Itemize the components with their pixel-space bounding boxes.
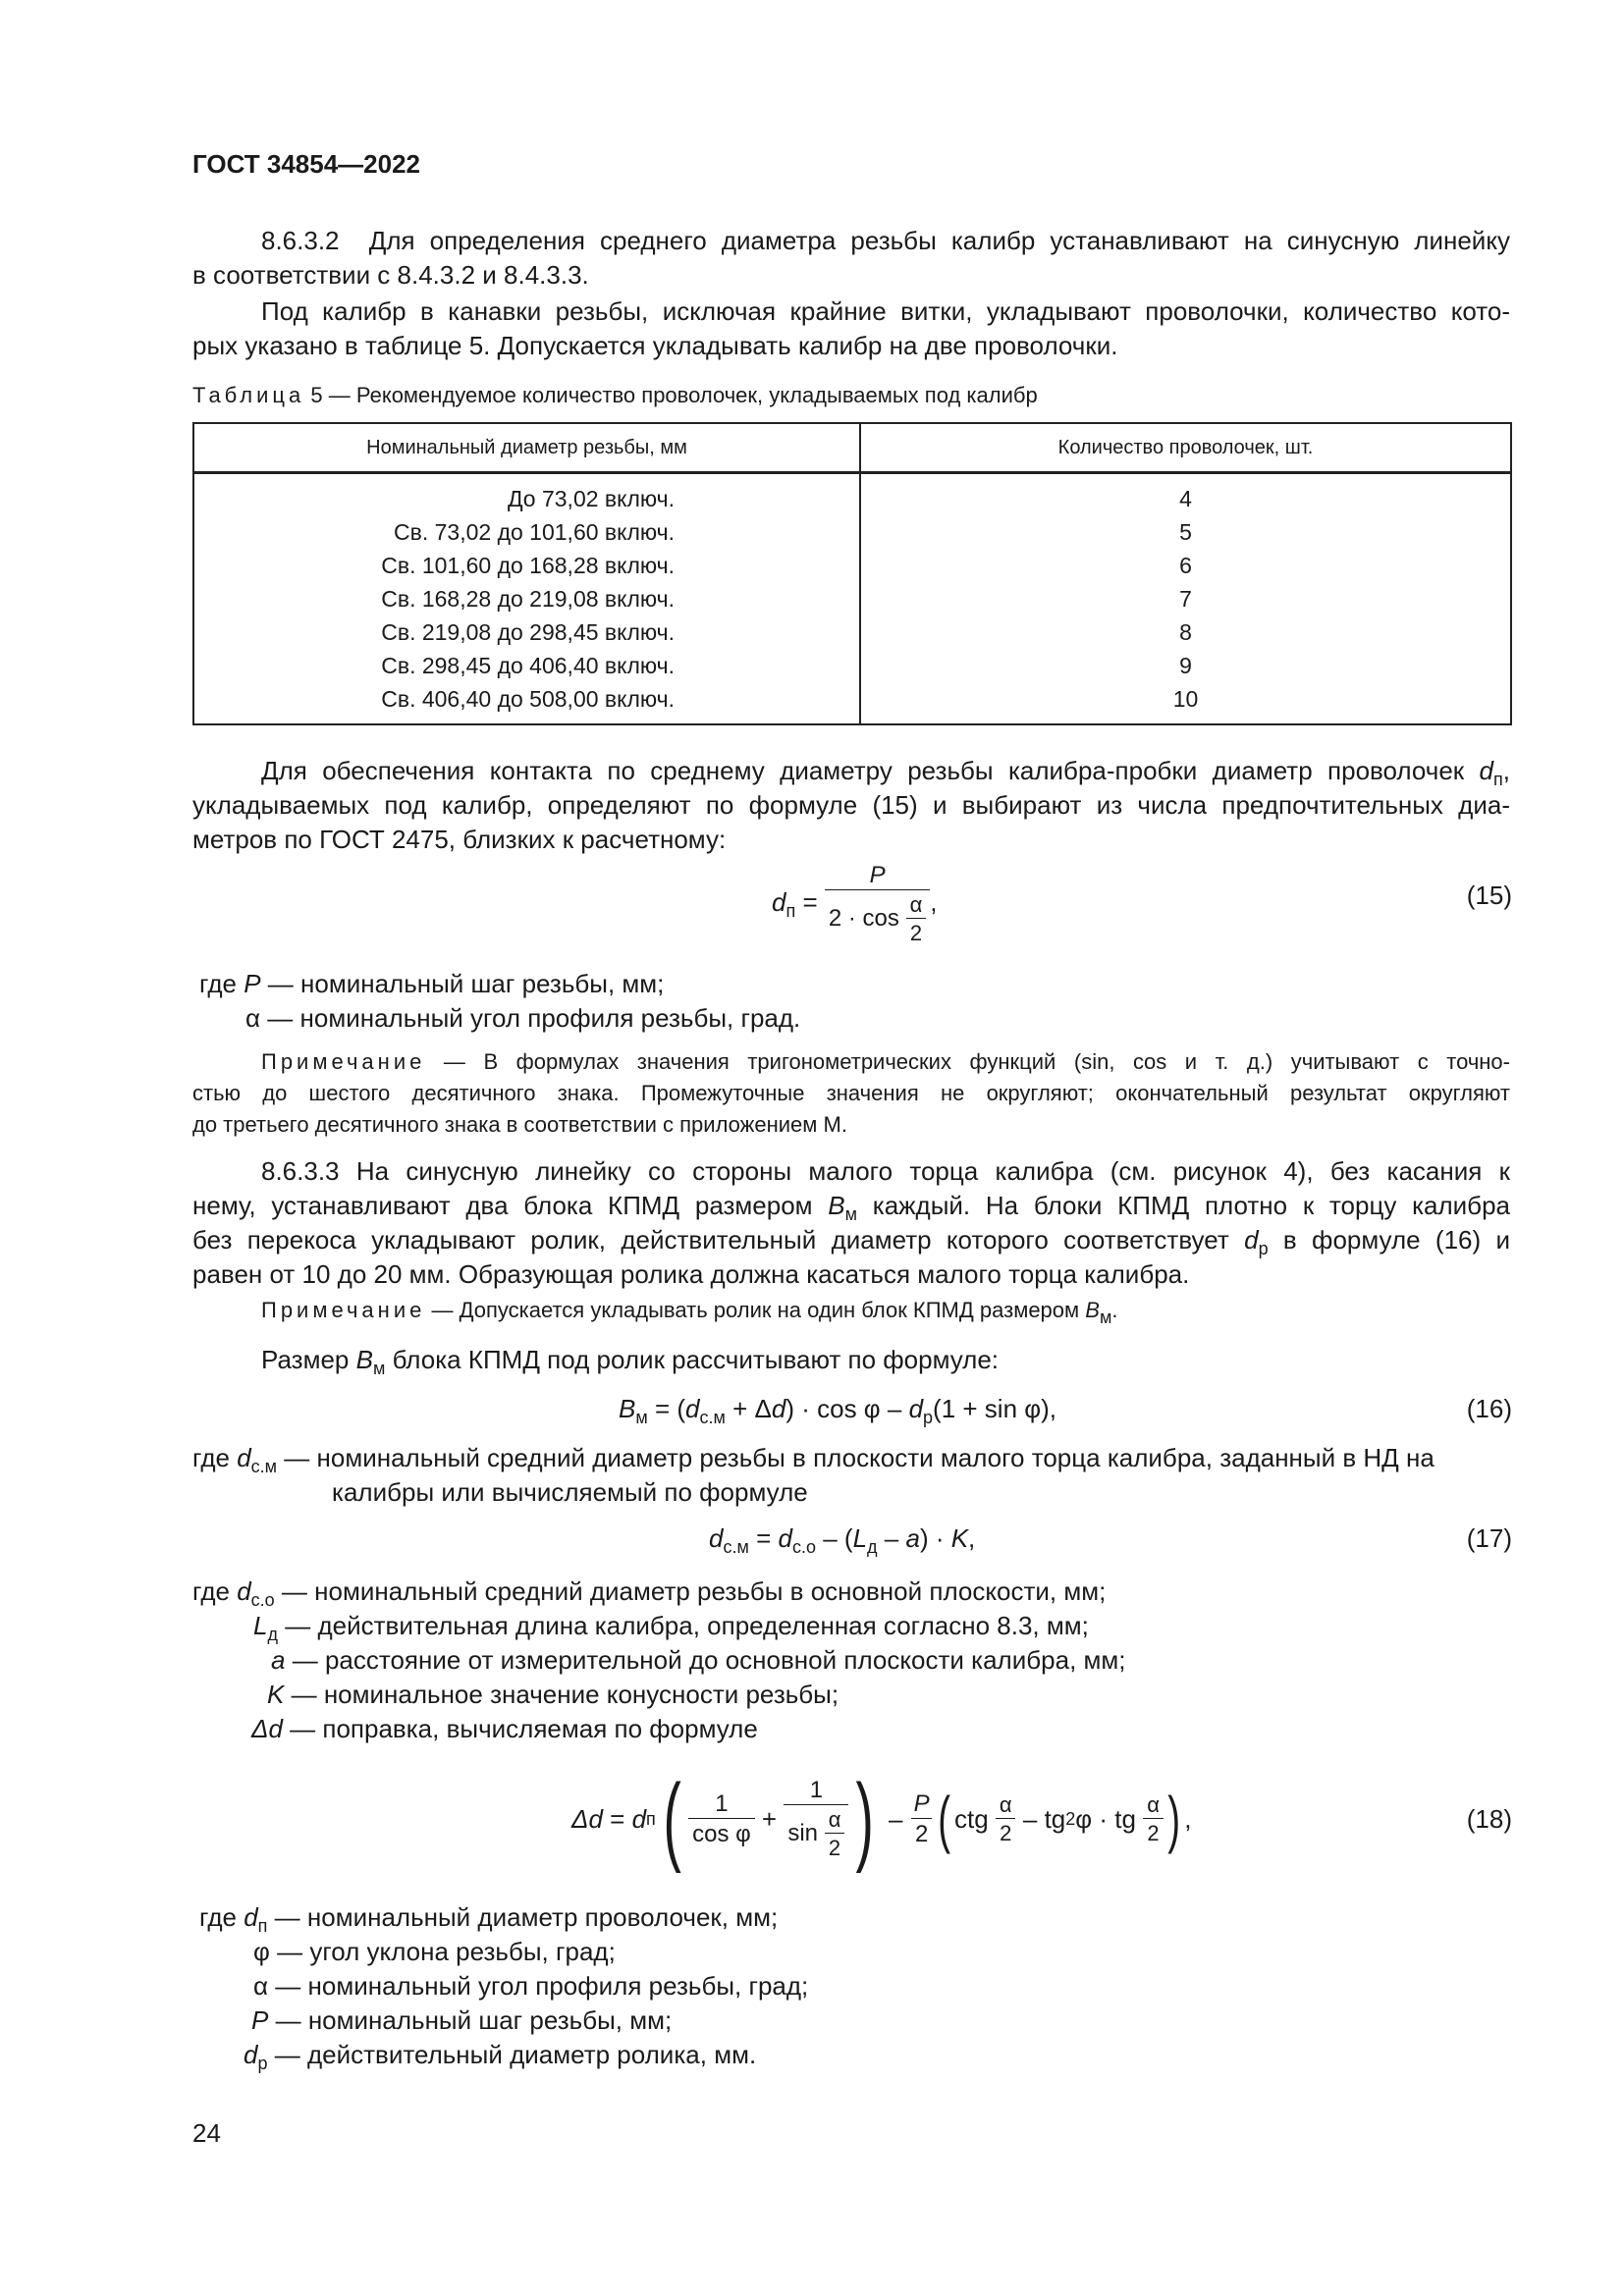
definition-text: угол уклона резьбы, град; xyxy=(309,1937,616,1966)
text: — В формулах значения тригонометрических функций (sin, cos и т. д.) учитывают с точно- xyxy=(443,1049,1510,1074)
text: Для обеспечения контакта по среднему диаметру резьбы калибра-пробки диаметр проволочек xyxy=(261,756,1465,785)
equation-16 xyxy=(619,1394,1056,1427)
definition-row xyxy=(199,1900,778,1935)
text: Для определения среднего диаметра резьбы калибр устанавливают на синусную линейку xyxy=(368,226,1510,255)
clause-number: 8.6.3.2 xyxy=(261,226,340,255)
clause-number: 8.6.3.3 xyxy=(261,1156,340,1186)
subscript: с.м xyxy=(699,1408,726,1427)
text: + Δ xyxy=(725,1394,772,1423)
paragraph-8-6-3-3 xyxy=(192,1154,1510,1292)
subscript: с.о xyxy=(791,1537,816,1557)
text-line: рых указано в таблице 5. Допускается укладывать калибр на две проволочки. xyxy=(192,331,1118,360)
definition-continuation: калибры или вычисляемый по формуле xyxy=(332,1477,808,1507)
text: На синусную линейку со стороны малого торца калибра (см. рисунок 4), без касания к xyxy=(355,1156,1511,1186)
definition-text: поправка, вычисляемая по формуле xyxy=(322,1714,758,1743)
definition-row xyxy=(251,2003,672,2038)
dash: — xyxy=(267,969,294,998)
left-paren: ( xyxy=(937,1784,950,1854)
operator: – xyxy=(1022,1803,1038,1834)
text: = ( xyxy=(647,1394,686,1423)
symbol: K xyxy=(950,1523,969,1553)
text-line: равен от 10 до 20 мм. Образующая ролика должна касаться малого торца калибра. xyxy=(192,1259,1190,1289)
definition-row xyxy=(253,1935,616,1969)
symbol: K xyxy=(267,1680,285,1709)
text-line: Под калибр в канавки резьбы, исключая крайние витки, укладывают проволочки, количество кото- xyxy=(261,296,1510,326)
table-caption xyxy=(192,383,1038,408)
dash: — xyxy=(275,1971,301,2001)
symbol: d xyxy=(237,1576,251,1606)
text: , xyxy=(1502,756,1510,785)
table-cell: 7 xyxy=(860,582,1511,615)
definition-row xyxy=(192,1441,1510,1475)
dash: — xyxy=(290,1714,316,1743)
denominator xyxy=(825,889,930,946)
numerator: 1 xyxy=(715,1789,729,1817)
paragraph-8-6-3-2 xyxy=(192,224,1510,293)
symbol: d xyxy=(778,1523,792,1553)
text: φ xyxy=(1075,1803,1093,1834)
table-cell: 10 xyxy=(860,682,1511,724)
table-cell: 5 xyxy=(860,515,1511,549)
table-cell: 6 xyxy=(860,549,1511,582)
where-label: где xyxy=(199,1902,237,1932)
text-line xyxy=(192,1046,1510,1078)
symbol: B xyxy=(828,1191,845,1220)
definition-row xyxy=(267,1678,839,1712)
denominator: cos φ xyxy=(688,1818,755,1848)
symbol: φ xyxy=(253,1937,270,1966)
text-line: до третьего десятичного знака в соответствии с приложением М. xyxy=(192,1112,847,1137)
text: Размер xyxy=(261,1345,350,1374)
table-cell: Св. 168,28 до 219,08 включ. xyxy=(193,582,860,615)
denominator: 2 xyxy=(996,1818,1015,1846)
table-cell: 8 xyxy=(860,615,1511,649)
equation-number: (17) xyxy=(1466,1523,1512,1553)
symbol: Δd xyxy=(251,1714,283,1743)
numerator: P xyxy=(869,862,886,888)
symbol: d xyxy=(771,1394,786,1423)
text-line: укладываемых под калибр, определяют по формуле (15) и выбирают из числа предпочтительных диа- xyxy=(192,790,1510,820)
dash: — xyxy=(285,1611,311,1640)
symbol: d xyxy=(772,886,786,917)
symbol: d xyxy=(685,1394,700,1423)
paragraph-wires xyxy=(192,294,1510,363)
operator: = xyxy=(802,886,818,917)
symbol: P xyxy=(244,969,261,998)
symbol: d xyxy=(244,1902,258,1932)
text: — Допускается укладывать ролик на один блок КПМД размером xyxy=(431,1298,1080,1322)
table-cell: Св. 406,40 до 508,00 включ. xyxy=(193,682,860,724)
definition-row xyxy=(244,2038,756,2072)
operator: + xyxy=(761,1803,778,1834)
table-row xyxy=(193,649,1511,682)
subscript: м xyxy=(844,1204,858,1224)
fraction xyxy=(784,1777,848,1861)
equation-number: (16) xyxy=(1466,1394,1512,1423)
text-line xyxy=(192,1189,1510,1223)
symbol: d xyxy=(1244,1225,1259,1255)
dash: — xyxy=(284,1443,310,1472)
text-line xyxy=(192,754,1510,788)
symbol: d xyxy=(631,1803,647,1834)
subscript: п xyxy=(257,1916,268,1936)
definition-row xyxy=(245,1001,800,1036)
subscript: д xyxy=(267,1625,278,1644)
subscript: д xyxy=(867,1537,878,1557)
text-line xyxy=(192,224,1510,258)
symbol: a xyxy=(905,1523,920,1553)
table-row xyxy=(193,473,1511,516)
denominator xyxy=(784,1804,848,1861)
dash: — xyxy=(277,1937,303,1966)
definition-text: номинальный шаг резьбы, мм; xyxy=(307,2005,673,2035)
numerator: 1 xyxy=(809,1777,824,1803)
paragraph-contact xyxy=(192,754,1510,857)
symbol: Δd xyxy=(571,1803,603,1834)
table-label: Таблица xyxy=(192,383,305,407)
text: tg xyxy=(1114,1803,1136,1834)
symbol: d xyxy=(908,1394,924,1423)
fraction xyxy=(825,1807,845,1861)
table-cell: 9 xyxy=(860,649,1511,682)
text-line: в соответствии с 8.4.3.2 и 8.4.3.3. xyxy=(192,260,589,290)
subscript: м xyxy=(1099,1308,1112,1327)
definition-row xyxy=(199,967,664,1001)
definition-row xyxy=(271,1643,1125,1678)
denominator: 2 xyxy=(825,1833,844,1861)
table-row xyxy=(193,549,1511,582)
definition-text: действительная длина калибра, определенная согласно 8.3, мм; xyxy=(317,1611,1089,1640)
subscript: с.о xyxy=(250,1590,275,1610)
table-number: 5 xyxy=(310,383,323,407)
operator: – xyxy=(888,1803,903,1834)
table-cell: Св. 298,45 до 406,40 включ. xyxy=(193,649,860,682)
dash: — xyxy=(291,1680,317,1709)
subscript: р xyxy=(257,2054,268,2073)
table-row xyxy=(193,615,1511,649)
definition-text: номинальный средний диаметр резьбы в плоскости малого торца калибра, заданный в НД на xyxy=(316,1443,1435,1472)
fraction xyxy=(906,892,927,946)
definition-text: номинальный угол профиля резьбы, град. xyxy=(299,1003,801,1033)
symbol: d xyxy=(709,1523,724,1553)
symbol: L xyxy=(852,1523,868,1553)
definition-row xyxy=(253,1969,808,2003)
table-row xyxy=(193,682,1511,724)
subscript: п xyxy=(785,900,796,921)
dash: — xyxy=(267,1003,294,1033)
symbol: L xyxy=(253,1611,268,1640)
table-title: — Рекомендуемое количество проволочек, укладываемых под калибр xyxy=(328,383,1038,407)
subscript: с.м xyxy=(250,1457,278,1476)
numerator: α xyxy=(828,1807,841,1832)
text: – ( xyxy=(815,1523,853,1553)
text: ) · cos φ – xyxy=(785,1394,909,1423)
note-label: Примечание xyxy=(261,1049,426,1074)
text-line xyxy=(192,1154,1510,1189)
dash: — xyxy=(281,1576,307,1606)
table-cell: До 73,02 включ. xyxy=(193,473,860,516)
subscript: м xyxy=(635,1408,648,1427)
table-row xyxy=(193,515,1511,549)
equation-18: Δd = d п ( $\frac{1}{\text{cos φ}}$ + 1 sin $\frac{\alpha}{2}$ ) – $\frac{P}{2}$ ( ctg $\frac{\alpha}{2}$ – tg 2 φ · tg $\frac{\alpha}{2}$ ) , xyxy=(571,1764,1192,1874)
text: без перекоса укладывают ролик, действительный диаметр которого соответствует xyxy=(192,1225,1229,1255)
numerator: α xyxy=(909,892,923,917)
equation-number: (15) xyxy=(1466,881,1512,910)
definition-text: расстояние от измерительной до основной плоскости калибра, мм; xyxy=(324,1645,1126,1675)
subscript: с.м xyxy=(723,1537,749,1557)
table-cell: Св. 73,02 до 101,60 включ. xyxy=(193,515,860,549)
symbol: B xyxy=(619,1394,636,1423)
fraction xyxy=(825,862,930,946)
symbol: P xyxy=(251,2005,269,2035)
note-2 xyxy=(261,1298,1118,1327)
where-label: где xyxy=(192,1576,230,1606)
right-paren: ) xyxy=(855,1764,875,1874)
text: ) · xyxy=(919,1523,951,1553)
text-line xyxy=(192,1223,1510,1257)
subscript: п xyxy=(1493,770,1503,789)
paragraph-size xyxy=(261,1345,1000,1378)
equation-number: (18) xyxy=(1466,1804,1512,1834)
subscript: р xyxy=(923,1408,934,1427)
text: , xyxy=(930,886,938,917)
operator: = xyxy=(610,1803,625,1834)
denominator: 2 xyxy=(906,918,926,946)
page-number: 24 xyxy=(192,2118,221,2148)
table-row xyxy=(193,582,1511,615)
fraction xyxy=(688,1790,755,1848)
left-paren: ( xyxy=(663,1764,681,1874)
symbol: d xyxy=(244,2040,258,2069)
where-label: где xyxy=(199,969,237,998)
definition-text: номинальный средний диаметр резьбы в основной плоскости, мм; xyxy=(314,1576,1107,1606)
subscript: м xyxy=(372,1359,386,1378)
text: блока КПМД под ролик рассчитывают по формуле: xyxy=(392,1345,1000,1374)
definition-text: номинальное значение конусности резьбы; xyxy=(323,1680,839,1709)
right-paren: ) xyxy=(1167,1784,1180,1854)
definition-row xyxy=(253,1609,1089,1643)
dash: — xyxy=(274,2040,300,2069)
table-cell: 4 xyxy=(860,473,1511,516)
dash: — xyxy=(274,1902,300,1932)
table-header-cell: Номинальный диаметр резьбы, мм xyxy=(193,423,860,473)
table-cell: Св. 219,08 до 298,45 включ. xyxy=(193,615,860,649)
text-line: стью до шестого десятичного знака. Промежуточные значения не округляют; окончательный результат округляют xyxy=(192,1081,1510,1105)
numerator: P xyxy=(913,1789,930,1817)
text: нему, устанавливают два блока КПМД размером xyxy=(192,1191,813,1220)
symbol: d xyxy=(237,1443,251,1472)
fraction xyxy=(1143,1792,1164,1846)
operator: · xyxy=(1099,1803,1109,1834)
text: . xyxy=(1111,1298,1118,1322)
numerator: α xyxy=(1147,1791,1160,1817)
operator: = xyxy=(748,1523,779,1553)
text: каждый. На блоки КПМД плотно к торцу калибра xyxy=(872,1191,1510,1220)
denominator: 2 xyxy=(1143,1818,1163,1846)
equation-15 xyxy=(772,862,938,946)
subscript: р xyxy=(1258,1239,1269,1258)
text-line: метров по ГОСТ 2475, близких к расчетному: xyxy=(192,825,727,854)
table-header-cell: Количество проволочек, шт. xyxy=(860,423,1511,473)
note-1 xyxy=(192,1046,1510,1141)
definition-text: номинальный угол профиля резьбы, град; xyxy=(307,1971,809,2001)
equation-17 xyxy=(709,1523,976,1557)
definition-text: номинальный шаг резьбы, мм; xyxy=(300,969,665,998)
denominator: 2 xyxy=(911,1818,932,1848)
text: ctg xyxy=(953,1803,989,1834)
definition-row xyxy=(251,1712,758,1746)
symbol: α xyxy=(253,1971,269,2001)
dash: — xyxy=(292,1645,318,1675)
dash: — xyxy=(275,2005,301,2035)
fraction xyxy=(996,1792,1016,1846)
operator: – xyxy=(877,1523,906,1553)
symbol: α xyxy=(245,1003,261,1033)
text: (1 + sin φ), xyxy=(933,1394,1056,1423)
definition-text: действительный диаметр ролика, мм. xyxy=(306,2040,757,2069)
text: tg xyxy=(1044,1803,1066,1834)
symbol: B xyxy=(1085,1298,1100,1322)
text: , xyxy=(968,1523,976,1553)
table-cell: Св. 101,60 до 168,28 включ. xyxy=(193,549,860,582)
definition-text: номинальный диаметр проволочек, мм; xyxy=(306,1902,779,1932)
numerator: α xyxy=(999,1791,1012,1817)
definition-row xyxy=(192,1575,1106,1609)
note-label: Примечание xyxy=(261,1298,426,1322)
table-5 xyxy=(192,422,1512,725)
fraction xyxy=(910,1790,934,1848)
document-id-header: ГОСТ 34854—2022 xyxy=(192,149,420,179)
text: 2 · cos xyxy=(828,904,899,932)
where-label: где xyxy=(192,1443,230,1472)
text: , xyxy=(1184,1803,1192,1834)
symbol: d xyxy=(1479,756,1493,785)
symbol: a xyxy=(271,1645,286,1675)
text: в формуле (16) и xyxy=(1282,1225,1510,1255)
text: sin xyxy=(787,1819,819,1846)
symbol: B xyxy=(355,1345,373,1374)
